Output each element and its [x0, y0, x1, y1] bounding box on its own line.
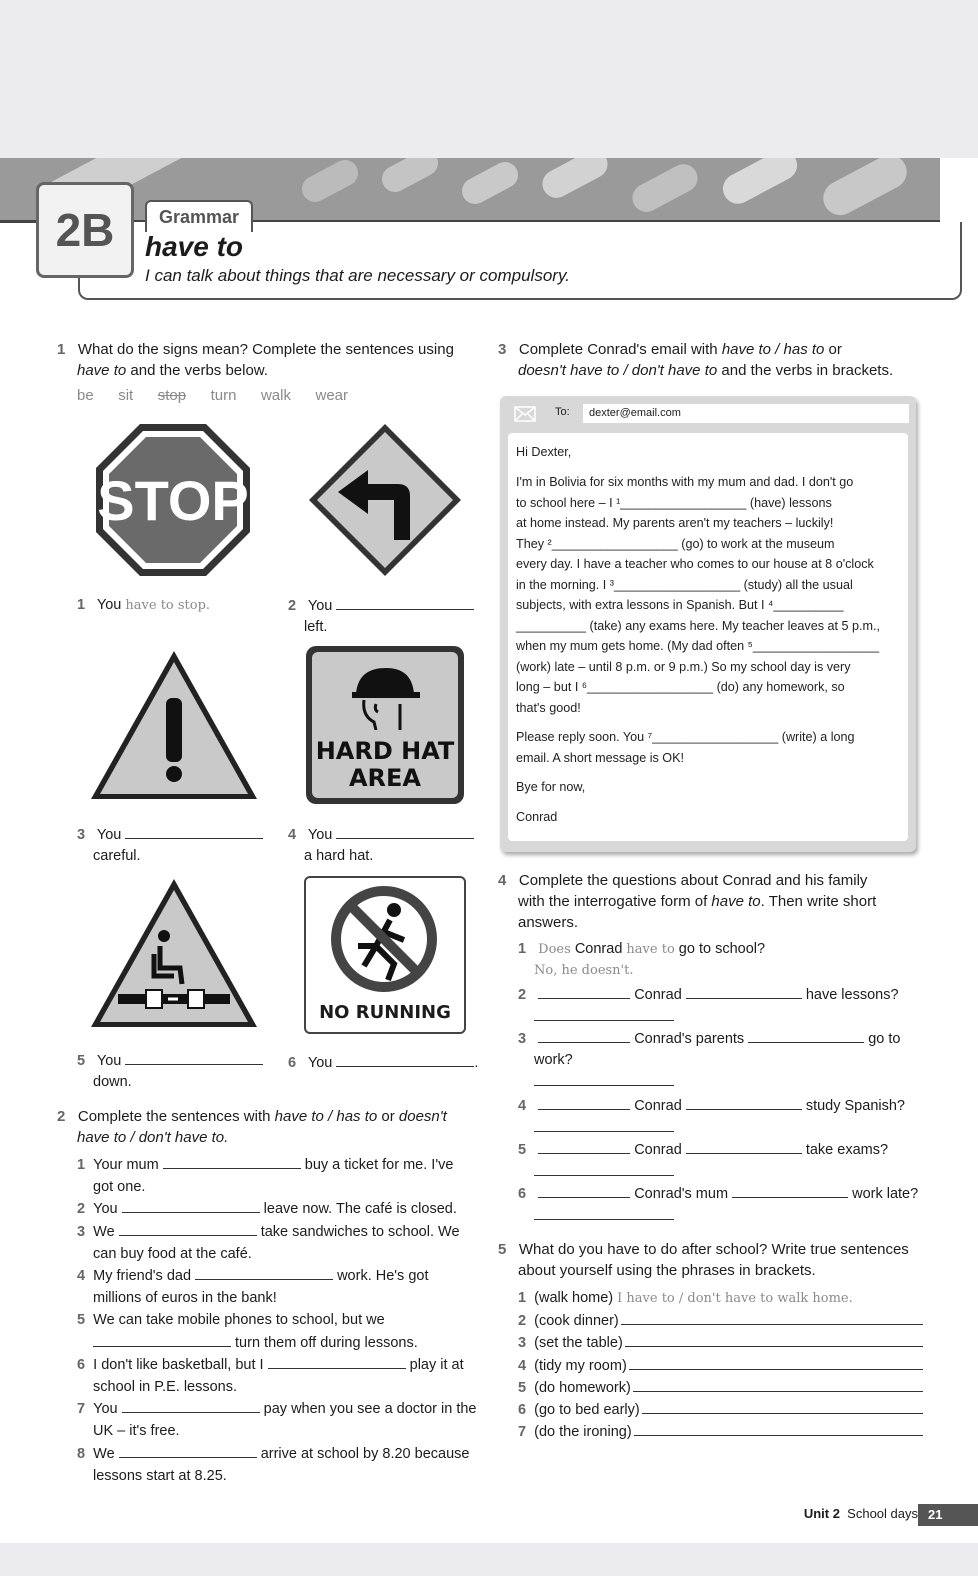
ex1-number: 1 [57, 341, 66, 358]
ex2-item-5-a: We can take mobile phones to school, but we [93, 1312, 385, 1329]
ex4-example-conrad: Conrad [570, 941, 627, 957]
lesson-code: 2B [36, 182, 134, 278]
ex4-item-3-blank-1[interactable] [538, 1028, 630, 1043]
ex5-item-4-phrase: (tidy my room) [534, 1357, 627, 1374]
ex3-instr-c: or [824, 341, 842, 358]
ex2-item-2-a: You [93, 1201, 118, 1218]
no-running-sign [304, 876, 466, 1034]
ex2-item-4-b: work. He's got [337, 1268, 429, 1285]
ex2-instr-a: Complete the sentences with [77, 1108, 275, 1125]
ex2-instruction [57, 1106, 447, 1148]
ex4-item-5-mid: Conrad [634, 1142, 682, 1158]
ex1-instruction [57, 339, 454, 381]
ex4-item-5-number: 5 [518, 1142, 527, 1158]
ex5-item-6-blank[interactable] [642, 1399, 923, 1414]
ex2-item-1-b: buy a ticket for me. I've [304, 1157, 454, 1173]
ex1-item-6-text: You [307, 1055, 333, 1071]
ex1-item-5-number: 5 [77, 1053, 86, 1069]
ex4-item-2-answer-blank[interactable] [534, 1006, 674, 1021]
ex2-item-1-c: got one. [93, 1179, 146, 1196]
email-line-2: I'm in Bolivia for six months with my mum and dad. I don't go [516, 475, 854, 489]
email-to-row [510, 403, 910, 425]
ex4-item-4-mid: Conrad [634, 1098, 682, 1114]
ex5-number: 5 [498, 1241, 507, 1258]
ex4-instr-2b: have to [711, 893, 761, 910]
ex1-item-1 [77, 595, 210, 616]
ex1-item-4-number: 4 [288, 827, 297, 843]
ex5-item-2-phrase: (cook dinner) [534, 1313, 619, 1330]
ex1-item-5-text: You [96, 1053, 122, 1069]
page-number: 21 [918, 1504, 978, 1526]
ex2-instr-d: doesn't [398, 1108, 447, 1125]
ex5-item-7 [518, 1421, 923, 1443]
ex4-item-4-answer-blank[interactable] [534, 1117, 674, 1132]
ex1-item-1-answer: have to stop. [125, 598, 211, 613]
ex4-item-5-blank-2[interactable] [686, 1139, 802, 1154]
ex4-example-answer: No, he doesn't. [534, 963, 634, 978]
word-stop: stop [157, 387, 187, 404]
ex4-item-2-mid: Conrad [634, 987, 682, 1003]
email-line-3: to school here – I ¹__________________ (have) lessons [516, 495, 832, 510]
ex5-item-1-phrase: (walk home) [534, 1290, 614, 1306]
ex2-item-7-a: You [93, 1401, 118, 1418]
ex4-item-3-end: go to [868, 1031, 901, 1047]
email-line-6: every day. I have a teacher who comes to our house at 8 o'clock [516, 557, 874, 571]
ex4-instr-2a: with the interrogative form of [518, 893, 712, 910]
ex4-instr-2c: . Then write short [760, 893, 877, 910]
ex3-instr-b: have to / has to [721, 341, 825, 358]
ex5-item-4-blank[interactable] [629, 1355, 923, 1370]
ex2-item-5 [77, 1309, 497, 1331]
word-turn: turn [210, 387, 237, 404]
ex2-item-3 [77, 1221, 497, 1243]
ex2-instr-line2: have to / don't have to. [77, 1129, 229, 1146]
ex2-item-3-c: can buy food at the café. [93, 1245, 252, 1262]
ex5-item-1 [518, 1287, 923, 1310]
ex4-item-3-blank-2[interactable] [748, 1028, 864, 1043]
ex2-item-1-number: 1 [77, 1157, 86, 1173]
word-sit: sit [118, 387, 134, 404]
ex1-instr-line1: What do the signs mean? Complete the sentences using [77, 341, 454, 358]
email-line-9: __________ (take) any exams here. My teacher leaves at 5 p.m., [516, 618, 881, 633]
no-running-icon [328, 884, 440, 994]
ex4-item-2-number: 2 [518, 987, 527, 1003]
ex4-item-6-blank-1[interactable] [538, 1183, 630, 1198]
ex4-instruction [498, 870, 876, 933]
email-line-7: in the morning. I ³__________________ (study) all the usual [516, 577, 853, 592]
ex4-item-4-number: 4 [518, 1098, 527, 1114]
ex1-item-6-number: 6 [288, 1055, 297, 1071]
ex4-instr-1: Complete the questions about Conrad and his family [518, 872, 868, 889]
ex1-item-2-cont: left. [304, 619, 328, 635]
ex4-item-2-end: have lessons? [805, 987, 899, 1003]
ex2-item-3-b: take sandwiches to school. We [260, 1223, 460, 1240]
no-running-text: NO RUNNING [319, 1002, 451, 1023]
ex4-item-1-number: 1 [518, 941, 527, 957]
ex4-example-end: go to school? [674, 941, 766, 957]
ex4-item-4-end: study Spanish? [805, 1098, 905, 1114]
ex4-item-6-answer-blank[interactable] [534, 1205, 674, 1220]
email-to-field[interactable]: dexter@email.com [583, 404, 909, 423]
ex2-item-8-c: lessons start at 8.25. [93, 1467, 227, 1484]
ex2-item-6-c: school in P.E. lessons. [93, 1379, 238, 1396]
ex2-instr-c: or [377, 1108, 399, 1125]
email-line-15: email. A short message is OK! [516, 750, 684, 765]
ex5-item-7-blank[interactable] [634, 1421, 923, 1436]
ex4-item-3-number: 3 [518, 1031, 527, 1047]
ex2-item-6-b: play it at [409, 1356, 464, 1373]
ex4-item-3-answer-blank[interactable] [534, 1071, 674, 1086]
email-line-17: Conrad [516, 810, 558, 824]
ex2-item-3-blank[interactable] [119, 1221, 257, 1236]
ex1-item-3-blank[interactable] [125, 824, 263, 839]
ex1-item-1-text: You [96, 597, 126, 613]
hard-hat-icon [350, 664, 422, 730]
footer-unit: Unit 2 [803, 1506, 840, 1521]
ex2-item-8-a: We [93, 1445, 115, 1462]
ex5-item-6-number: 6 [518, 1402, 527, 1419]
ex1-item-4 [288, 824, 474, 867]
ex3-number: 3 [498, 341, 507, 358]
sit-down-sign-icon [88, 876, 260, 1030]
ex4-item-6 [518, 1183, 918, 1227]
warning-sign-icon [88, 648, 260, 802]
ex1-item-2 [288, 595, 474, 638]
email-line-12: long – but I ⁶__________________ (do) any homework, so [516, 680, 845, 694]
lesson-title: have to [145, 231, 244, 262]
ex4-item-3-extra: work? [534, 1052, 573, 1068]
ex5-item-3-blank[interactable] [625, 1332, 923, 1347]
ex2-item-8-b: arrive at school by 8.20 because [260, 1445, 470, 1462]
ex2-item-8-blank[interactable] [119, 1443, 257, 1458]
word-wear: wear [315, 387, 349, 404]
ex4-item-6-end: work late? [852, 1186, 919, 1202]
ex3-instr-a: Complete Conrad's email with [518, 341, 722, 358]
ex5-item-5-number: 5 [518, 1379, 527, 1396]
ex1-instr-line2: and the verbs below. [126, 362, 268, 379]
ex1-item-1-number: 1 [77, 597, 86, 613]
ex2-item-1-a: Your mum [93, 1157, 159, 1173]
ex5-item-2 [518, 1310, 923, 1332]
ex3-instr-d: doesn't have to / don't have to [518, 362, 718, 379]
ex2-item-5-c: turn them off during lessons. [235, 1334, 418, 1351]
ex2-item-4-a: My friend's dad [93, 1268, 192, 1285]
ex4-item-4-blank-1[interactable] [538, 1095, 630, 1110]
ex1-item-3-number: 3 [77, 827, 86, 843]
turn-left-sign-icon [306, 422, 464, 578]
ex1-instr-em: have to [77, 362, 127, 379]
ex2-item-7-c: UK – it's free. [93, 1423, 180, 1440]
ex1-item-5 [77, 1050, 263, 1093]
ex2-item-7 [77, 1398, 497, 1420]
hard-hat-sign [306, 646, 464, 804]
ex2-item-2-b: leave now. The café is closed. [263, 1201, 457, 1218]
ex2-number: 2 [57, 1108, 66, 1125]
ex1-item-3-cont: careful. [93, 848, 141, 864]
ex2-item-4-number: 4 [77, 1268, 86, 1285]
ex2-item-4-c: millions of euros in the bank! [93, 1290, 277, 1307]
email-line-16: Bye for now, [516, 780, 586, 794]
ex2-item-2-blank[interactable] [122, 1198, 260, 1213]
ex1-item-6-blank[interactable] [336, 1052, 474, 1067]
ex5-item-1-answer: I have to / don't have to walk home. [617, 1291, 853, 1306]
ex2-item-6-blank[interactable] [268, 1354, 406, 1369]
ex2-item-7-number: 7 [77, 1401, 86, 1418]
word-walk: walk [260, 387, 291, 404]
ex2-item-1-blank[interactable] [163, 1154, 301, 1169]
ex4-example-haveto: have to [626, 942, 675, 957]
hard-hat-text-1: HARD HAT [315, 737, 455, 765]
ex5-instr-1: What do you have to do after school? Write true sentences [518, 1241, 909, 1258]
ex5-items [518, 1287, 923, 1443]
ex1-item-6-cont: . [474, 1055, 479, 1071]
ex5-item-1-number: 1 [518, 1290, 527, 1306]
envelope-icon [514, 406, 536, 422]
word-be: be [77, 387, 94, 404]
ex2-item-2 [77, 1198, 497, 1220]
ex5-item-5-blank[interactable] [633, 1377, 923, 1392]
ex2-item-2-number: 2 [77, 1201, 86, 1218]
ex2-item-8 [77, 1443, 497, 1465]
ex2-item-5-blank[interactable] [93, 1332, 231, 1347]
ex2-item-5-number: 5 [77, 1312, 86, 1329]
ex5-item-5-phrase: (do homework) [534, 1379, 631, 1396]
stop-sign-icon [94, 422, 252, 578]
ex1-item-4-blank[interactable] [336, 824, 474, 839]
ex5-instruction [498, 1239, 909, 1281]
ex1-word-bank [77, 385, 348, 406]
ex1-item-3-text: You [96, 827, 122, 843]
ex4-item-2 [518, 984, 899, 1028]
ex4-item-5 [518, 1139, 888, 1183]
ex2-item-3-number: 3 [77, 1223, 86, 1240]
email-line-11: (work) late – until 8 p.m. or 9 p.m.) So my school day is very [516, 659, 851, 674]
ex1-item-6 [288, 1052, 478, 1074]
ex1-item-4-text: You [307, 827, 333, 843]
ex5-item-7-phrase: (do the ironing) [534, 1424, 632, 1441]
ex5-item-7-number: 7 [518, 1424, 527, 1441]
ex5-item-4-number: 4 [518, 1357, 527, 1374]
ex1-item-4-cont: a hard hat. [304, 848, 374, 864]
ex4-item-3-mid: Conrad's parents [634, 1031, 745, 1047]
ex2-item-7-blank[interactable] [122, 1398, 260, 1413]
email-line-5: They ²__________________ (go) to work at the museum [516, 536, 835, 551]
ex5-item-3 [518, 1332, 923, 1354]
footer-topic: School days [847, 1506, 918, 1521]
email-line-10: when my mum gets home. (My dad often ⁵__________________ [516, 639, 879, 653]
ex5-item-5 [518, 1377, 923, 1399]
ex2-item-3-a: We [93, 1223, 115, 1240]
ex4-item-5-end: take exams? [805, 1142, 889, 1158]
section-tab: Grammar [145, 200, 253, 232]
ex5-item-6 [518, 1399, 923, 1421]
ex2-item-8-number: 8 [77, 1445, 86, 1462]
ex2-item-7-b: pay when you see a doctor in the [263, 1401, 477, 1418]
ex4-item-4-blank-2[interactable] [686, 1095, 802, 1110]
ex5-instr-2: about yourself using the phrases in brackets. [518, 1262, 816, 1279]
ex5-item-3-phrase: (set the table) [534, 1335, 623, 1352]
ex4-item-4 [518, 1095, 905, 1139]
email-line-8: subjects, with extra lessons in Spanish. But I ⁴__________ [516, 598, 844, 612]
ex4-instr-3: answers. [518, 914, 579, 931]
ex4-item-3 [518, 1028, 900, 1093]
ex1-item-2-text: You [307, 598, 333, 614]
ex4-number: 4 [498, 872, 507, 889]
ex4-item-1 [518, 939, 765, 981]
email-line-14: Please reply soon. You ⁷__________________ (write) a long [516, 730, 855, 744]
ex1-item-2-blank[interactable] [336, 595, 474, 610]
ex4-item-6-number: 6 [518, 1186, 527, 1202]
ex3-instr-e: and the verbs in brackets. [717, 362, 894, 379]
ex2-item-4-blank[interactable] [195, 1265, 333, 1280]
ex4-item-2-blank-1[interactable] [538, 984, 630, 999]
ex5-item-4 [518, 1355, 923, 1377]
email-line-4: at home instead. My parents aren't my teachers – luckily! [516, 516, 834, 530]
page-footer [804, 1506, 918, 1521]
ex4-item-2-blank-2[interactable] [686, 984, 802, 999]
ex5-item-2-number: 2 [518, 1313, 527, 1330]
hard-hat-text-2: AREA [348, 764, 422, 792]
ex2-instr-b: have to / has to [274, 1108, 378, 1125]
email-to-label: To: [555, 406, 570, 418]
ex4-example-does: Does [538, 942, 571, 957]
header-banner [0, 158, 940, 223]
ex4-item-6-blank-2[interactable] [732, 1183, 848, 1198]
stop-sign-text: STOP [97, 469, 249, 532]
ex5-item-3-number: 3 [518, 1335, 527, 1352]
lesson-objective: I can talk about things that are necessary or compulsory. [145, 266, 570, 285]
ex2-item-1 [77, 1154, 497, 1176]
ex3-instruction [498, 339, 893, 381]
ex5-item-6-phrase: (go to bed early) [534, 1402, 640, 1419]
ex2-items [77, 1154, 497, 1487]
ex4-item-6-mid: Conrad's mum [634, 1186, 729, 1202]
ex2-item-6 [77, 1354, 497, 1376]
ex1-item-3 [77, 824, 263, 867]
ex2-item-6-number: 6 [77, 1356, 86, 1373]
ex2-item-4 [77, 1265, 497, 1287]
ex2-item-6-a: I don't like basketball, but I [93, 1356, 264, 1373]
ex4-item-5-answer-blank[interactable] [534, 1161, 674, 1176]
email-line-1: Hi Dexter, [516, 445, 572, 459]
ex4-item-5-blank-1[interactable] [538, 1139, 630, 1154]
email-line-13: that's good! [516, 700, 581, 715]
ex5-item-2-blank[interactable] [621, 1310, 923, 1325]
ex1-item-5-blank[interactable] [125, 1050, 263, 1065]
ex1-item-2-number: 2 [288, 598, 297, 614]
ex1-item-5-cont: down. [93, 1074, 132, 1090]
